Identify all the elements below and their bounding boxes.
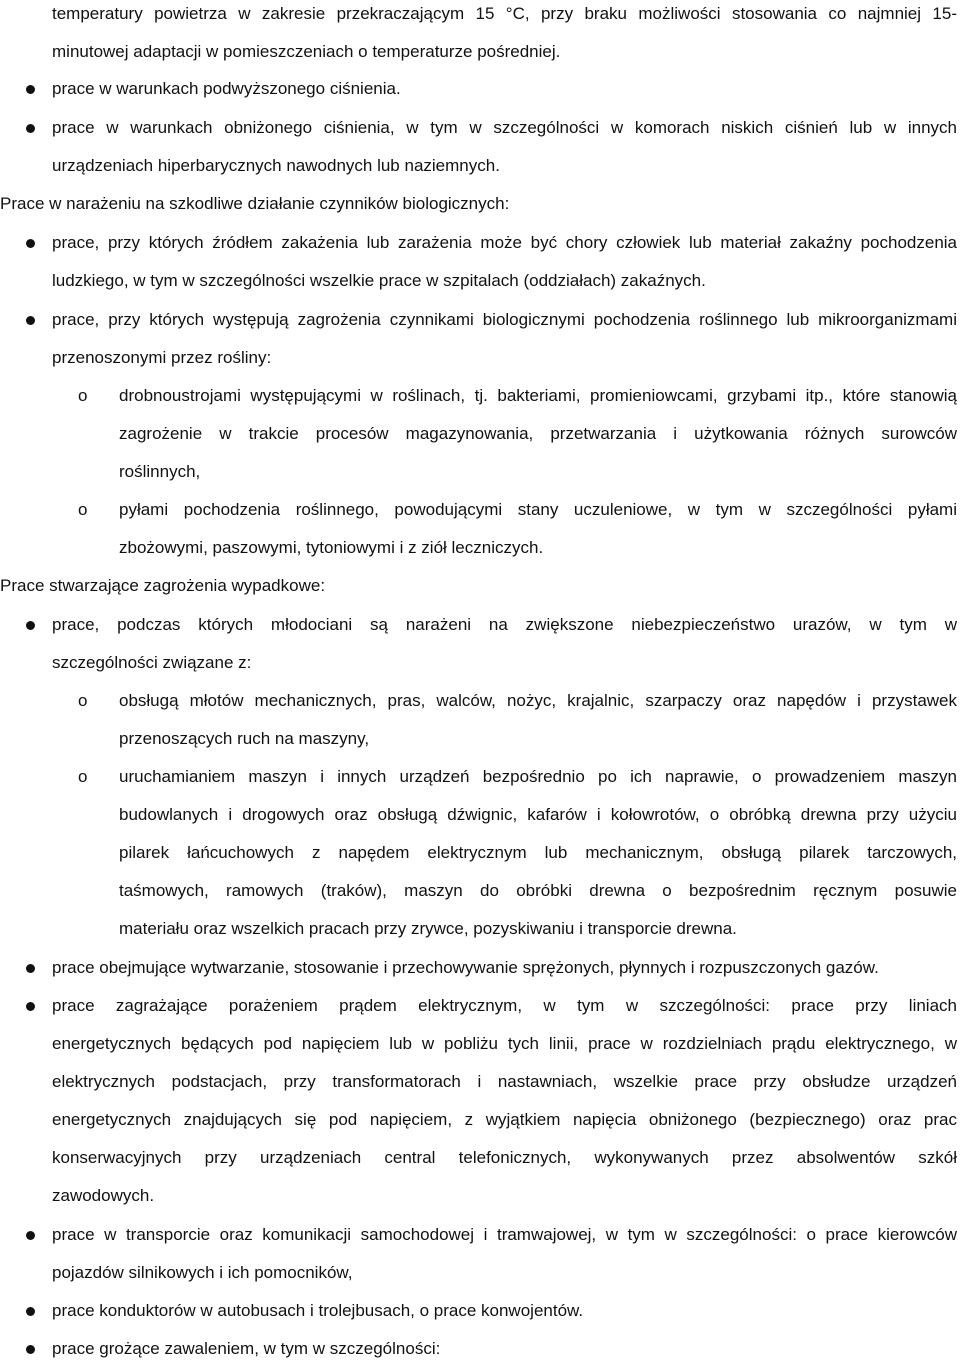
text-line: budowlanych i drogowych oraz obsługą dźwignic, kafarów i kołowrotów, o obróbką drewna przy użyciu (119, 805, 957, 824)
text-line: temperatury powietrza w zakresie przekraczającym 15 °C, przy braku możliwości stosowania co najmniej 15- (52, 4, 957, 23)
text-line: energetycznych znajdujących się pod napięciem, z wyjątkiem napięcia obniżonego (bezpiecznego) oraz prac (52, 1110, 957, 1129)
text-line: pilarek łańcuchowych z napędem elektrycznym lub mechanicznym, obsługą pilarek tarczowych, (119, 843, 957, 862)
list-item: prace obejmujące wytwarzanie, stosowanie i przechowywanie sprężonych, płynnych i rozpuszczonych gazów. (52, 958, 879, 977)
bullet-icon (26, 1002, 35, 1011)
list-item: prace w warunkach obniżonego ciśnienia, w tym w szczególności w komorach niskich ciśnień lub w innych (52, 118, 957, 137)
section-heading: Prace w narażeniu na szkodliwe działanie czynników biologicznych: (0, 194, 510, 213)
text-line: ludzkiego, w tym w szczególności wszelkie prace w szpitalach (oddziałach) zakaźnych. (52, 271, 706, 290)
list-item: prace grożące zawaleniem, w tym w szczególności: (52, 1339, 441, 1358)
bullet-icon (26, 964, 35, 973)
sub-list-item: pyłami pochodzenia roślinnego, powodującymi stany uczuleniowe, w tym w szczególności pyłami (119, 500, 957, 519)
sub-list-item: obsługą młotów mechanicznych, pras, walców, nożyc, krajalnic, szarpaczy oraz napędów i przystawek (119, 691, 957, 710)
list-item: prace, przy których występują zagrożenia czynnikami biologicznymi pochodzenia roślinnego lub mikroorganizmami (52, 310, 957, 329)
list-item: prace w transporcie oraz komunikacji samochodowej i tramwajowej, w tym w szczególności: o prace kierowców (52, 1225, 957, 1244)
text-line: zagrożenie w trakcie procesów magazynowania, przetwarzania i użytkowania różnych surowców (119, 424, 957, 443)
bullet-icon (26, 1231, 35, 1240)
sub-bullet-icon: o (78, 386, 88, 405)
text-line: pojazdów silnikowych i ich pomocników, (52, 1263, 353, 1282)
bullet-icon (26, 1345, 35, 1354)
text-line: roślinnych, (119, 462, 201, 481)
text-line: zawodowych. (52, 1186, 155, 1205)
list-item: prace konduktorów w autobusach i trolejbusach, o prace konwojentów. (52, 1301, 584, 1320)
section-heading: Prace stwarzające zagrożenia wypadkowe: (0, 576, 326, 595)
list-item: prace zagrażające porażeniem prądem elektrycznym, w tym w szczególności: prace przy liniach (52, 996, 957, 1015)
bullet-icon (26, 85, 35, 94)
text-line: przenoszonymi przez rośliny: (52, 348, 272, 367)
text-line: przenoszących ruch na maszyny, (119, 729, 370, 748)
text-line: energetycznych będących pod napięciem lub w pobliżu tych linii, prace w rozdzielniach prądu elektrycznego, w (52, 1034, 957, 1053)
bullet-icon (26, 621, 35, 630)
text-line: materiału oraz wszelkich pracach przy zrywce, pozyskiwaniu i transporcie drewna. (119, 919, 737, 938)
bullet-icon (26, 316, 35, 325)
list-item: prace, przy których źródłem zakażenia lub zarażenia może być chory człowiek lub materiał zakaźny pochodzenia (52, 233, 957, 252)
bullet-icon (26, 124, 35, 133)
sub-list-item: drobnoustrojami występującymi w roślinach, tj. bakteriami, promieniowcami, grzybami itp., które stanowią (119, 386, 957, 405)
text-line: minutowej adaptacji w pomieszczeniach o temperaturze pośredniej. (52, 42, 561, 61)
text-line: szczególności związane z: (52, 653, 252, 672)
sub-bullet-icon: o (78, 691, 88, 710)
text-line: taśmowych, ramowych (traków), maszyn do obróbki drewna o bezpośrednim ręcznym posuwie (119, 881, 957, 900)
bullet-icon (26, 1307, 35, 1316)
sub-bullet-icon: o (78, 500, 88, 519)
sub-list-item: uruchamianiem maszyn i innych urządzeń bezpośrednio po ich naprawie, o prowadzeniem maszyn (119, 767, 957, 786)
sub-bullet-icon: o (78, 767, 88, 786)
text-line: urządzeniach hiperbarycznych nawodnych lub naziemnych. (52, 156, 500, 175)
list-item: prace w warunkach podwyższonego ciśnienia. (52, 79, 401, 98)
text-line: elektrycznych podstacjach, przy transformatorach i nastawniach, wszelkie prace przy obsłudze urządzeń (52, 1072, 957, 1091)
text-line: konserwacyjnych przy urządzeniach central telefonicznych, wykonywanych przez absolwentów szkół (52, 1148, 957, 1167)
text-line: zbożowymi, paszowymi, tytoniowymi i z ziół leczniczych. (119, 538, 544, 557)
list-item: prace, podczas których młodociani są narażeni na zwiększone niebezpieczeństwo urazów, w tym w (52, 615, 957, 634)
bullet-icon (26, 239, 35, 248)
